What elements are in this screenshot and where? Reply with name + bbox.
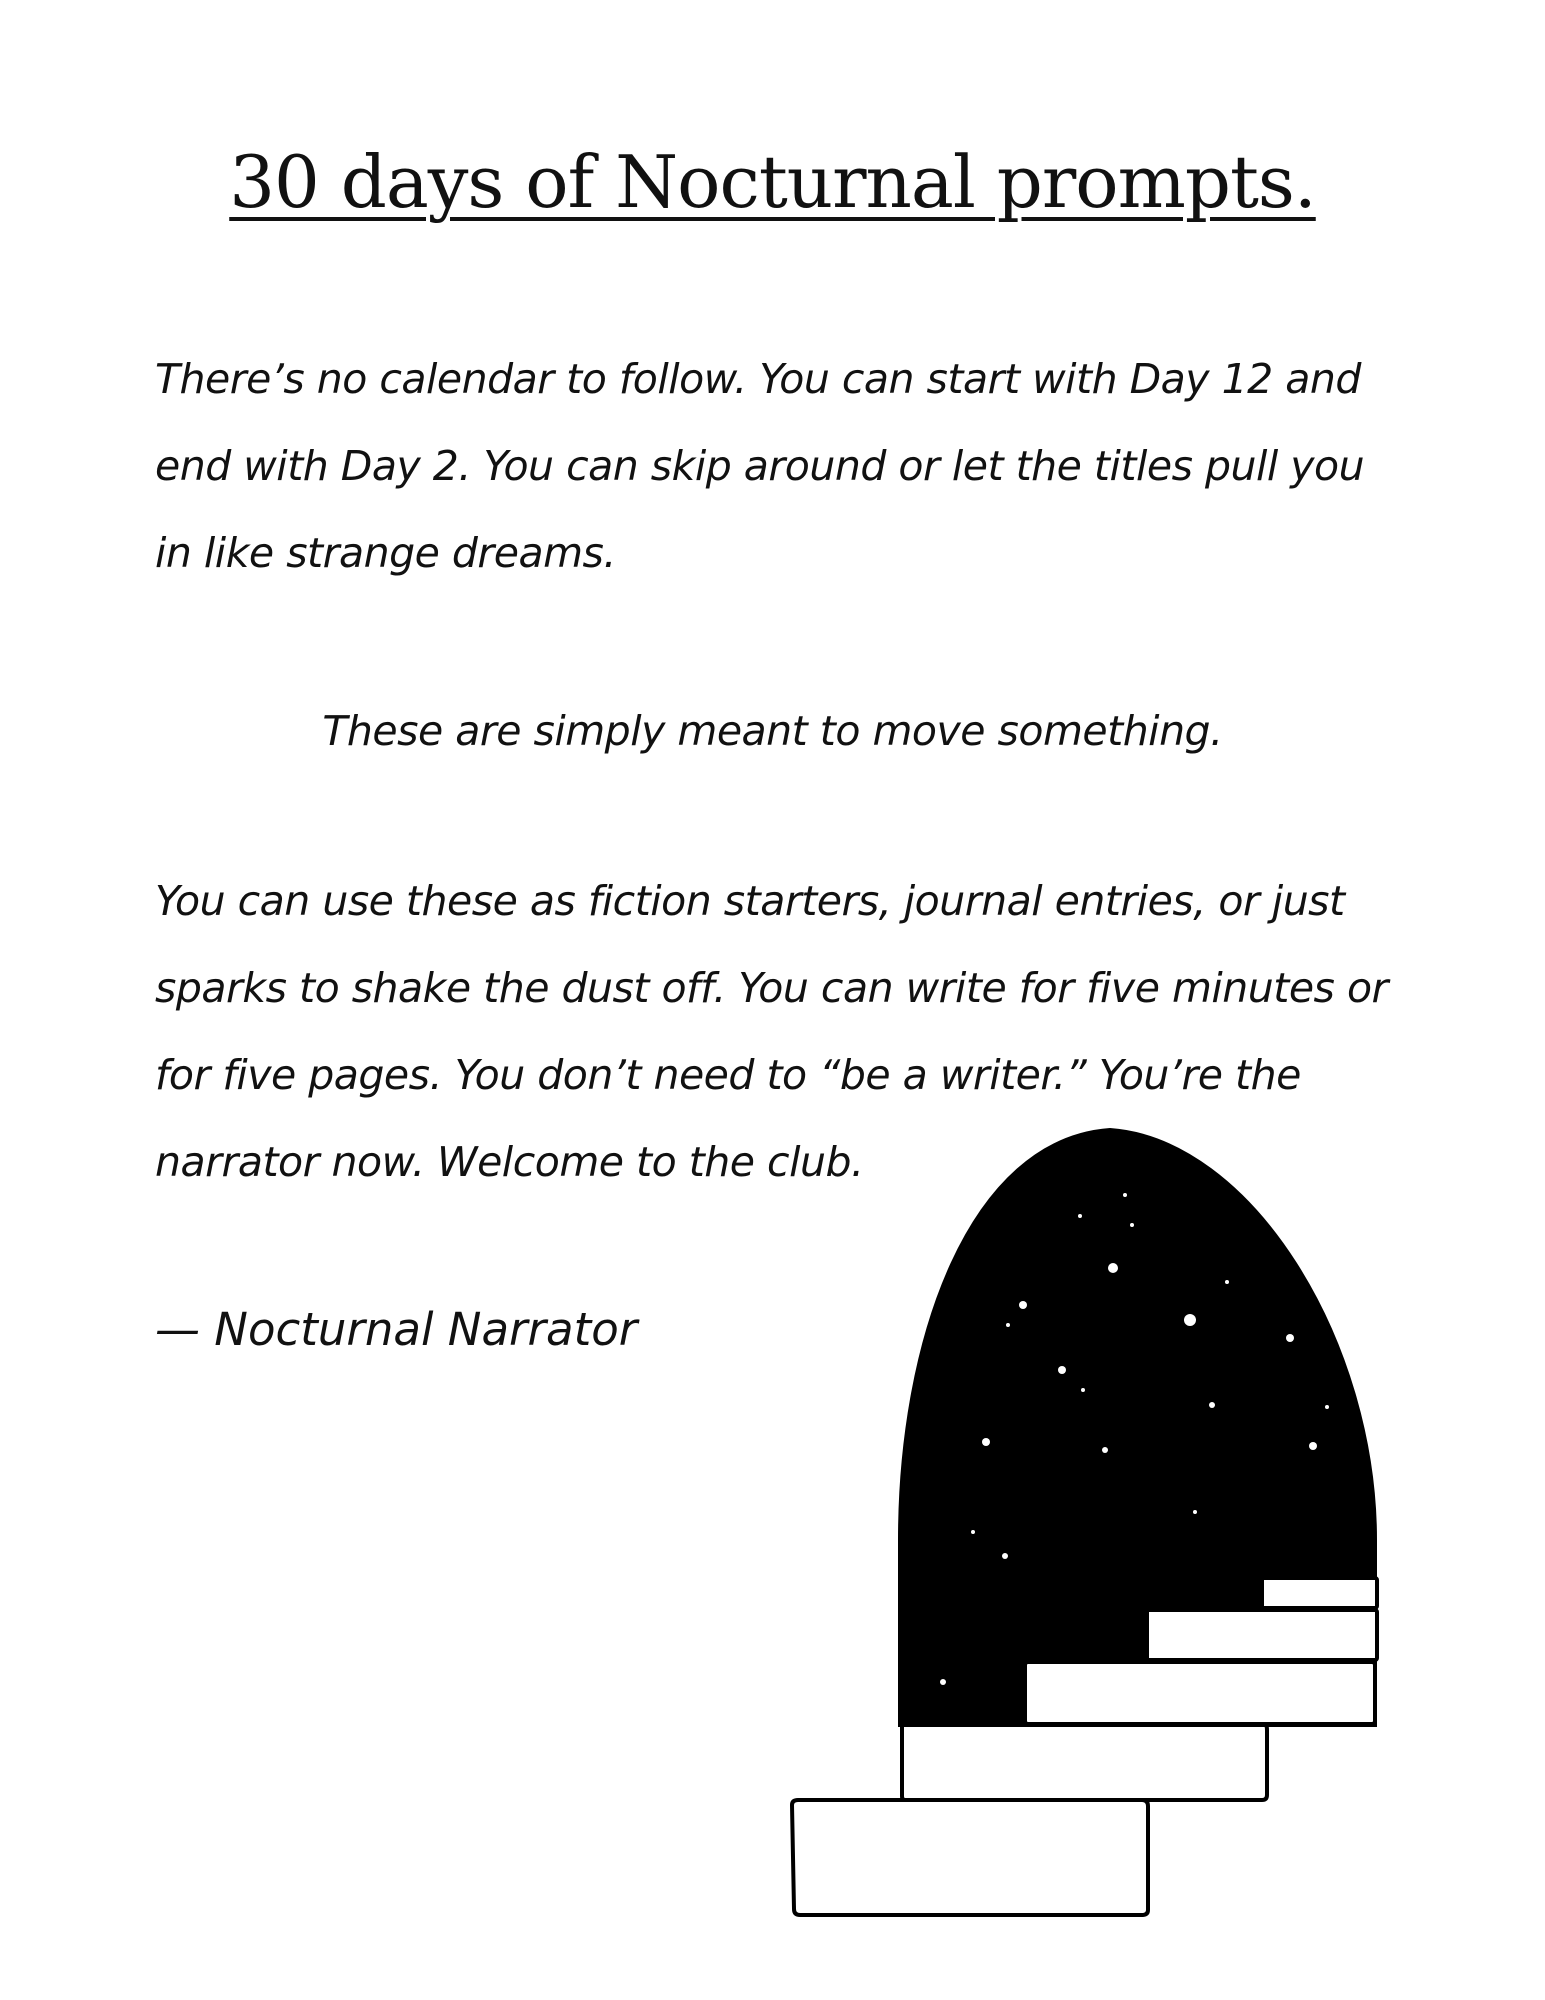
- doorway-illustration: [780, 1120, 1400, 1920]
- signature: — Nocturnal Narrator: [155, 1303, 638, 1356]
- page-title-text: 30 days of Nocturnal prompts.: [229, 140, 1316, 224]
- centered-line: These are simply meant to move something.: [322, 707, 1223, 755]
- body-paragraph: You can use these as fiction starters, journal entries, or just sparks to shake the dust off. You can write for five minutes or for five pages. You don’t need to “be a writer.” You’re the narrator now. Welcome to the club.: [155, 877, 1388, 1186]
- outer-steps: [792, 1725, 1267, 1915]
- intro-paragraph: There’s no calendar to follow. You can start with Day 12 and end with Day 2. You can skip around or let the titles pull you in like strange dreams.: [155, 355, 1365, 577]
- page-title: [0, 140, 1545, 224]
